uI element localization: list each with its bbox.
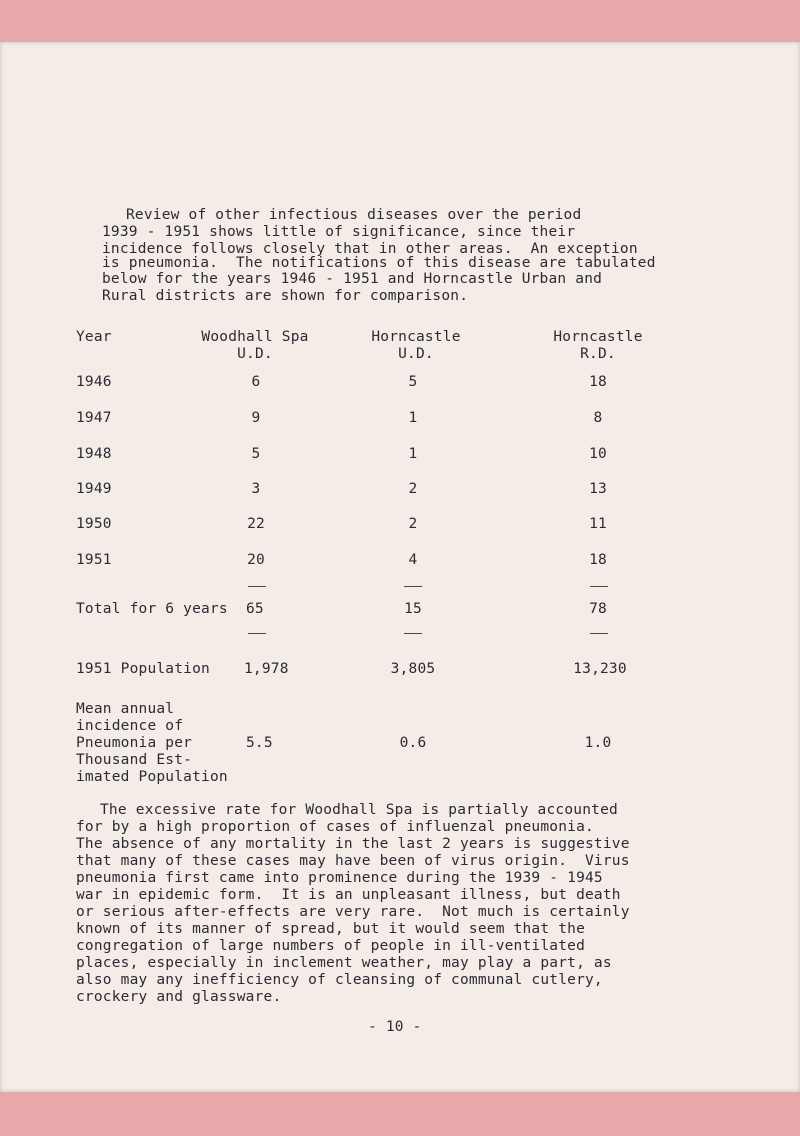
- body-line: The absence of any mortality in the last 2 years is suggestive: [76, 836, 630, 852]
- total-woodhall: 65: [246, 601, 264, 617]
- cell-year: 1946: [76, 374, 112, 390]
- intro-line: 1939 - 1951 shows little of significance, since their: [102, 224, 576, 240]
- body-line: that many of these cases may have been of virus origin. Virus: [76, 853, 630, 869]
- intro-line: below for the years 1946 - 1951 and Horncastle Urban and: [102, 271, 603, 287]
- header-horncastle-rd-sub: R.D.: [580, 346, 616, 362]
- cell-year: 1947: [76, 410, 112, 426]
- cell-year: 1950: [76, 516, 112, 532]
- page-number: - 10 -: [368, 1019, 422, 1035]
- cell-year: 1949: [76, 481, 112, 497]
- cell-horncastle-rd: 18: [589, 552, 607, 568]
- population-horncastle-ud: 3,805: [390, 661, 436, 677]
- incidence-label-line: imated Population: [76, 769, 228, 785]
- header-woodhall: Woodhall Spa: [201, 329, 309, 345]
- incidence-horncastle-ud: 0.6: [399, 735, 427, 751]
- intro-line: Review of other infectious diseases over the period: [126, 207, 582, 223]
- cell-horncastle-ud: 2: [408, 516, 418, 532]
- population-label: 1951 Population: [76, 661, 210, 677]
- total-label: Total for 6 years: [76, 601, 228, 617]
- incidence-horncastle-rd: 1.0: [584, 735, 612, 751]
- header-horncastle-ud-sub: U.D.: [398, 346, 434, 362]
- header-horncastle-ud: Horncastle: [371, 329, 461, 345]
- total-horncastle-rd: 78: [589, 601, 607, 617]
- body-line: for by a high proportion of cases of influenzal pneumonia.: [76, 819, 594, 835]
- body-line: places, especially in inclement weather, may play a part, as: [76, 955, 612, 971]
- body-line: congregation of large numbers of people in ill-ventilated: [76, 938, 585, 954]
- total-horncastle-ud: 15: [404, 601, 422, 617]
- cell-woodhall: 5: [251, 446, 261, 462]
- cell-woodhall: 9: [251, 410, 261, 426]
- intro-line: incidence follows closely that in other areas. An exception: [102, 241, 638, 257]
- header-year: Year: [76, 329, 112, 345]
- incidence-label-line: Thousand Est-: [76, 752, 193, 768]
- cell-woodhall: 22: [247, 516, 265, 532]
- cell-year: 1948: [76, 446, 112, 462]
- body-line: known of its manner of spread, but it would seem that the: [76, 921, 585, 937]
- population-horncastle-rd: 13,230: [573, 661, 627, 677]
- incidence-label-line: incidence of: [76, 718, 184, 734]
- incidence-label-line: Mean annual: [76, 701, 175, 717]
- cell-woodhall: 6: [251, 374, 261, 390]
- cell-woodhall: 20: [247, 552, 265, 568]
- body-line: war in epidemic form. It is an unpleasant illness, but death: [76, 887, 621, 903]
- cell-horncastle-rd: 10: [589, 446, 607, 462]
- sum-rule: [590, 586, 608, 588]
- intro-line: Rural districts are shown for comparison.: [102, 288, 469, 304]
- body-line: The excessive rate for Woodhall Spa is partially accounted: [100, 802, 618, 818]
- cell-horncastle-ud: 1: [408, 446, 418, 462]
- cell-horncastle-rd: 18: [589, 374, 607, 390]
- cell-horncastle-ud: 4: [408, 552, 418, 568]
- cell-horncastle-ud: 1: [408, 410, 418, 426]
- body-line: also may any inefficiency of cleansing of communal cutlery,: [76, 972, 603, 988]
- population-woodhall: 1,978: [244, 661, 289, 677]
- sum-rule: [248, 633, 266, 635]
- sum-rule: [248, 586, 266, 588]
- cell-horncastle-rd: 13: [589, 481, 607, 497]
- intro-line: is pneumonia. The notifications of this disease are tabulated: [102, 255, 656, 271]
- cell-horncastle-rd: 11: [589, 516, 607, 532]
- body-line: pneumonia first came into prominence during the 1939 - 1945: [76, 870, 603, 886]
- header-woodhall-ud: U.D.: [237, 346, 273, 362]
- cell-year: 1951: [76, 552, 112, 568]
- cell-horncastle-ud: 5: [408, 374, 418, 390]
- incidence-label-line: Pneumonia per: [76, 735, 193, 751]
- header-horncastle-rd: Horncastle: [553, 329, 643, 345]
- sum-rule: [404, 633, 422, 635]
- sum-rule: [404, 586, 422, 588]
- cell-horncastle-rd: 8: [593, 410, 603, 426]
- incidence-woodhall: 5.5: [246, 735, 273, 751]
- body-line: crockery and glassware.: [76, 989, 282, 1005]
- sum-rule: [590, 633, 608, 635]
- cell-horncastle-ud: 2: [408, 481, 418, 497]
- cell-woodhall: 3: [251, 481, 261, 497]
- body-line: or serious after-effects are very rare. Not much is certainly: [76, 904, 630, 920]
